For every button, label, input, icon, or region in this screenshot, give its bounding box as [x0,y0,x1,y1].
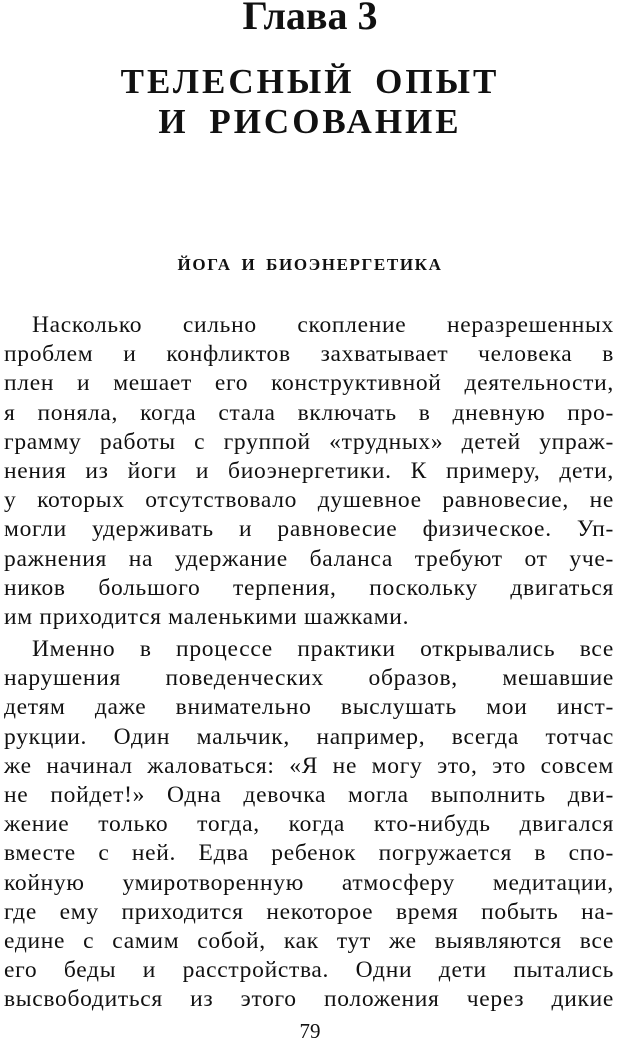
text-line: его беды и расстройства. Одни дети пытались [4,957,614,984]
chapter-label: Глава 3 [242,0,378,38]
text-line: вместе с ней. Едва ребенок погружается в спо- [4,840,614,867]
text-line: койную умиротворенную атмосферу медитации, [4,869,614,896]
chapter-title-line: И РИСОВАНИЕ [158,102,462,141]
text-line: им приходится маленькими шажками. [4,603,410,630]
text-line: Насколько сильно скопление неразрешенных [32,312,614,338]
text-line: не пойдет!» Одна девочка могла выполнить дви- [4,782,614,808]
text-line: нения из йоги и биоэнергетики. К примеру, дети, [4,457,614,484]
text-line: я поняла, когда стала включать в дневную про- [4,399,614,426]
page-number: 79 [299,1019,321,1043]
text-line: ражнения на удержание баланса требуют от уче- [4,545,614,572]
text-line: могли удерживать и равновесие физическое. Уп- [4,516,614,543]
text-line: высвободиться из этого положения через дикие [4,986,614,1013]
text-line: где ему приходится некоторое время побыть на- [4,898,614,925]
text-line: грамму работы с группой «трудных» детей упраж- [4,428,614,455]
body-text [4,311,614,1015]
paragraph [4,311,614,632]
text-line: ников большого терпения, поскольку двигаться [4,574,614,601]
chapter-title-line: ТЕЛЕСНЫЙ ОПЫТ [120,62,500,101]
section-heading: ЙОГА И БИОЭНЕРГЕТИКА [177,255,443,274]
text-line: у которых отсутствовало душевное равновесие, не [4,487,614,514]
text-line: проблем и конфликтов захватывает человека в [4,341,614,368]
text-line: жение только тогда, когда кто-нибудь двигался [4,811,614,838]
text-line: детям даже внимательно выслушать мои инст- [4,694,614,721]
text-line: едине с самим собой, как тут же выявляются все [4,927,614,954]
text-line: плен и мешает его конструктивной деятельности, [4,370,614,397]
text-line: рукции. Один мальчик, например, всегда тотчас [4,723,614,750]
text-line: же начинал жаловаться: «Я не могу это, это совсем [4,752,614,779]
chapter-title [0,62,620,142]
paragraph [4,635,614,1014]
text-line: Именно в процессе практики открывались все [32,636,614,663]
text-line: нарушения поведенческих образов, мешавшие [4,665,614,692]
